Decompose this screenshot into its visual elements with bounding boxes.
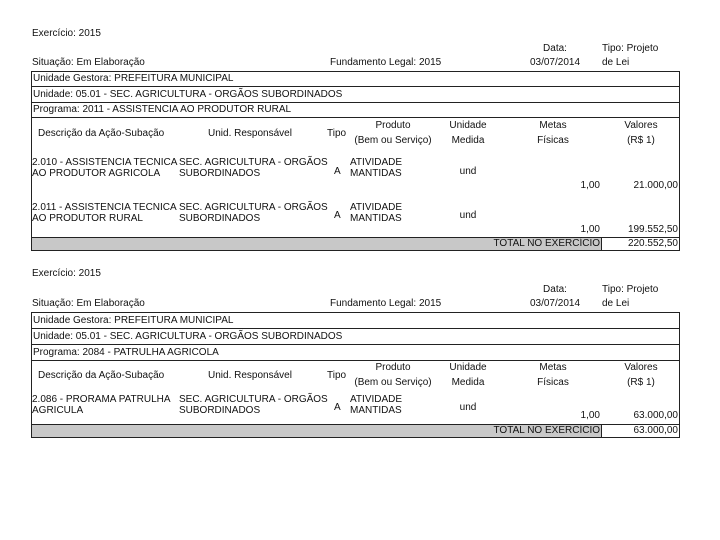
tipo-label: Tipo: Projeto (602, 284, 659, 295)
fundamento-label: Fundamento Legal: 2015 (330, 57, 442, 68)
row-1-resp: SEC. AGRICULTURA - ORGÃOS SUBORDINADOS (179, 394, 328, 416)
tipo-label: Tipo: Projeto (602, 43, 659, 54)
header-valores: Valores (624, 120, 658, 131)
header-descricao: Descrição da Ação-Subação (38, 128, 165, 139)
data-value: 03/07/2014 (529, 298, 581, 309)
row-1-produto: ATIVIDADE MANTIDAS (350, 394, 403, 416)
header-valores: Valores (624, 362, 658, 373)
row-1-tipo: A (334, 166, 341, 177)
unidade-gestora: Unidade Gestora: PREFEITURA MUNICIPAL (33, 73, 234, 84)
row-2-tipo: A (334, 210, 341, 221)
programa: Programa: 2011 - ASSISTENCIA AO PRODUTOR RURAL (33, 104, 292, 115)
total-label: TOTAL NO EXERCÍCIO (493, 425, 600, 436)
header-unidade: Unidade (449, 362, 487, 373)
fundamento-label: Fundamento Legal: 2015 (330, 298, 442, 309)
data-label: Data: (543, 284, 567, 295)
unidade: Unidade: 05.01 - SEC. AGRICULTURA - ORGÃOS SUBORDINADOS (33, 331, 343, 342)
tipo-value: de Lei (602, 57, 630, 68)
row-2-valor: 199.552,50 (627, 224, 678, 235)
row-1-desc: 2.086 - PRORAMA PATRULHA AGRICULA (32, 394, 171, 416)
header-rs: (R$ 1) (627, 135, 655, 146)
row-2-produto: ATIVIDADE MANTIDAS (350, 202, 403, 224)
situacao-label: Situação: Em Elaboração (32, 57, 145, 68)
total-value: 63.000,00 (633, 425, 678, 436)
tipo-value: de Lei (602, 298, 630, 309)
row-1-unid: und (459, 402, 477, 413)
row-1-valor: 63.000,00 (633, 410, 678, 421)
header-tipo: Tipo (327, 128, 347, 139)
total-label: TOTAL NO EXERCÍCIO (493, 238, 600, 249)
header-fisicas: Físicas (537, 377, 569, 388)
row-1-resp: SEC. AGRICULTURA - ORGÃOS SUBORDINADOS (179, 157, 328, 179)
header-responsavel: Unid. Responsável (208, 370, 292, 381)
row-2-resp: SEC. AGRICULTURA - ORGÃOS SUBORDINADOS (179, 202, 328, 224)
data-label: Data: (543, 43, 567, 54)
header-produto-sub: (Bem ou Serviço) (354, 377, 432, 388)
header-descricao: Descrição da Ação-Subação (38, 370, 165, 381)
header-unidade: Unidade (449, 120, 487, 131)
programa: Programa: 2084 - PATRULHA AGRICOLA (33, 347, 219, 358)
header-medida: Medida (451, 377, 485, 388)
row-1-tipo: A (334, 402, 341, 413)
unidade-gestora: Unidade Gestora: PREFEITURA MUNICIPAL (33, 315, 234, 326)
row-2-unid: und (459, 210, 477, 221)
exercicio-label: Exercício: 2015 (32, 268, 101, 279)
header-medida: Medida (451, 135, 485, 146)
header-rs: (R$ 1) (627, 377, 655, 388)
row-1-unid: und (459, 166, 477, 177)
header-metas: Metas (539, 362, 567, 373)
total-value: 220.552,50 (627, 238, 678, 249)
header-produto-sub: (Bem ou Serviço) (354, 135, 432, 146)
data-value: 03/07/2014 (529, 57, 581, 68)
header-produto: Produto (375, 362, 411, 373)
situacao-label: Situação: Em Elaboração (32, 298, 145, 309)
row-2-desc: 2.011 - ASSISTENCIA TECNICA AO PRODUTOR RURAL (32, 202, 177, 224)
row-1-desc: 2.010 - ASSISTENCIA TECNICA AO PRODUTOR AGRICOLA (32, 157, 178, 179)
header-metas: Metas (539, 120, 567, 131)
unidade: Unidade: 05.01 - SEC. AGRICULTURA - ORGÃOS SUBORDINADOS (33, 89, 343, 100)
row-1-metas: 1,00 (580, 410, 600, 421)
header-fisicas: Físicas (537, 135, 569, 146)
exercicio-label: Exercício: 2015 (32, 28, 101, 39)
row-1-metas: 1,00 (580, 180, 600, 191)
row-2-metas: 1,00 (580, 224, 600, 235)
row-1-valor: 21.000,00 (633, 180, 678, 191)
header-responsavel: Unid. Responsável (208, 128, 292, 139)
header-produto: Produto (375, 120, 411, 131)
header-tipo: Tipo (327, 370, 347, 381)
row-1-produto: ATIVIDADE MANTIDAS (350, 157, 403, 179)
